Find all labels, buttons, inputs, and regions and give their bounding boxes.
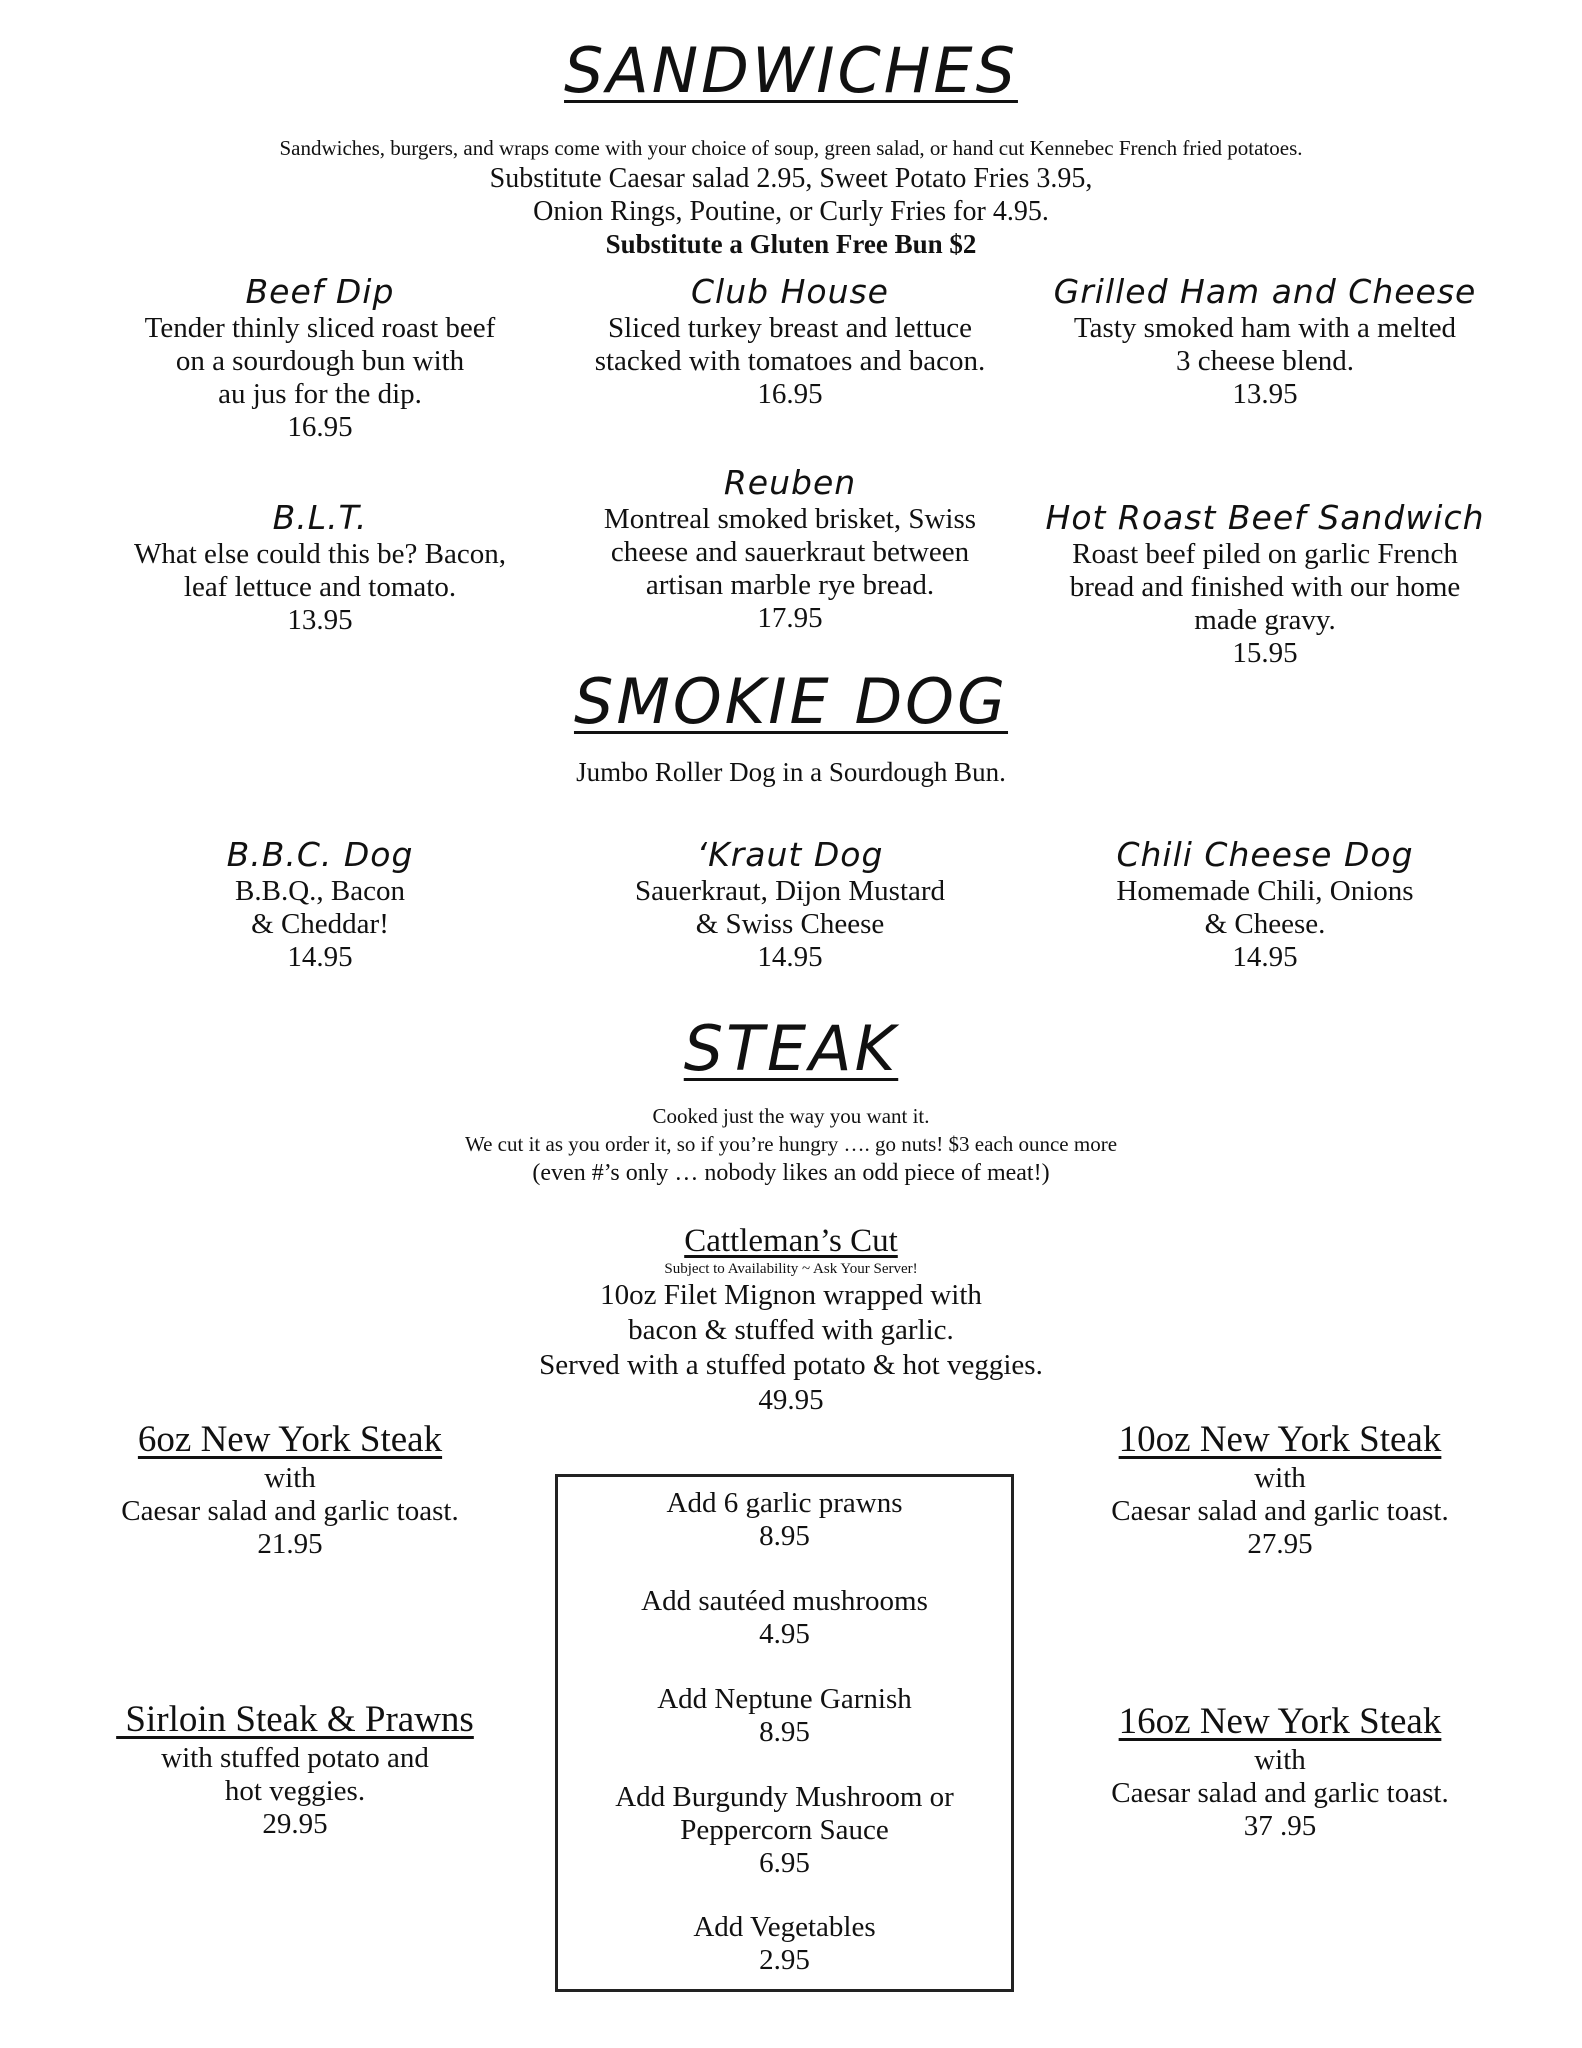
item-desc-line: What else could this be? Bacon,	[133, 538, 507, 570]
item-desc-line: 10oz Filet Mignon wrapped with	[600, 1279, 982, 1311]
item-desc-line: Sliced turkey breast and lettuce	[608, 312, 972, 344]
item-name: 16oz New York Steak	[1118, 1701, 1442, 1742]
item-price: 13.95	[287, 604, 353, 636]
addon-label: Peppercorn Sauce	[680, 1814, 889, 1846]
menu-item-kraut-dog	[560, 835, 1020, 974]
addon-label: Add Vegetables	[693, 1911, 876, 1943]
item-name: Beef Dip	[245, 272, 395, 311]
item-desc-line: & Cheddar!	[251, 908, 389, 940]
addon-neptune-garnish	[558, 1683, 1011, 1749]
item-name: Club House	[691, 272, 889, 311]
item-desc-line: stacked with tomatoes and bacon.	[594, 345, 986, 377]
addon-sauce	[558, 1781, 1011, 1880]
addon-price: 2.95	[759, 1944, 810, 1976]
item-desc-line: Sauerkraut, Dijon Mustard	[634, 875, 946, 907]
addon-label: Add 6 garlic prawns	[666, 1487, 903, 1519]
item-price: 16.95	[287, 411, 353, 443]
item-price: 14.95	[1232, 941, 1298, 973]
addon-garlic-prawns	[558, 1487, 1011, 1553]
steak-intro-line1: Cooked just the way you want it.	[652, 1104, 930, 1128]
addon-sauteed-mushrooms	[558, 1585, 1011, 1651]
item-desc-line: with	[264, 1462, 316, 1494]
menu-item-club-house	[560, 272, 1020, 411]
addon-label: Add Neptune Garnish	[657, 1683, 912, 1715]
item-name: Grilled Ham and Cheese	[1053, 272, 1477, 311]
item-desc-line: with stuffed potato and	[161, 1742, 429, 1774]
item-desc-line: with	[1254, 1744, 1306, 1776]
item-desc-line: cheese and sauerkraut between	[610, 536, 970, 568]
addon-label: Add Burgundy Mushroom or	[615, 1781, 954, 1813]
item-desc-line: & Swiss Cheese	[695, 908, 885, 940]
item-price: 16.95	[757, 378, 823, 410]
addons-box	[555, 1474, 1014, 1992]
item-desc-line: leaf lettuce and tomato.	[183, 571, 457, 603]
item-desc-line: Served with a stuffed potato & hot veggies.	[539, 1349, 1043, 1381]
item-desc-line: bread and finished with our home	[1069, 571, 1461, 603]
item-price: 27.95	[1247, 1528, 1313, 1560]
item-desc-line: Tender thinly sliced roast beef	[144, 312, 496, 344]
item-name: B.B.C. Dog	[226, 835, 414, 874]
smokie-dog-title: SMOKIE DOG	[573, 665, 1009, 738]
item-desc-line: on a sourdough bun with	[175, 345, 465, 377]
item-name: Reuben	[723, 463, 857, 502]
item-desc-line: with	[1254, 1462, 1306, 1494]
item-price: 29.95	[262, 1808, 328, 1840]
item-desc-line: artisan marble rye bread.	[645, 569, 935, 601]
menu-item-reuben	[560, 463, 1020, 635]
sandwiches-intro-line1: Sandwiches, burgers, and wraps come with your choice of soup, green salad, or hand cut Kennebec French fried potatoes.	[279, 136, 1303, 160]
sandwiches-intro-line2: Substitute Caesar salad 2.95, Sweet Potato Fries 3.95,	[489, 163, 1093, 194]
item-price: 21.95	[257, 1528, 323, 1560]
item-name: Hot Roast Beef Sandwich	[1045, 498, 1485, 537]
addon-vegetables	[558, 1911, 1011, 1977]
menu-item-10oz-new-york	[1040, 1418, 1520, 1561]
sandwiches-intro-line4: Substitute a Gluten Free Bun $2	[605, 229, 977, 259]
item-desc-line: Caesar salad and garlic toast.	[1111, 1777, 1449, 1809]
sandwiches-intro-line3: Onion Rings, Poutine, or Curly Fries for 4.95.	[533, 196, 1049, 227]
item-desc-line: Roast beef piled on garlic French	[1072, 538, 1458, 570]
menu-item-bbc-dog	[90, 835, 550, 974]
item-name: 6oz New York Steak	[137, 1419, 443, 1460]
menu-item-chili-cheese-dog	[1030, 835, 1500, 974]
item-price: 17.95	[757, 602, 823, 634]
item-desc-line: Caesar salad and garlic toast.	[1111, 1495, 1449, 1527]
item-desc-line: Tasty smoked ham with a melted	[1073, 312, 1457, 344]
item-price: 14.95	[287, 941, 353, 973]
item-name: Cattleman’s Cut	[684, 1223, 898, 1259]
menu-item-beef-dip	[90, 272, 550, 444]
item-price: 49.95	[758, 1384, 824, 1416]
item-name: Chili Cheese Dog	[1116, 835, 1414, 874]
menu-item-16oz-new-york	[1040, 1700, 1520, 1843]
menu-item-hot-roast-beef	[1030, 498, 1500, 670]
item-name: B.L.T.	[272, 498, 368, 537]
item-desc-line: B.B.Q., Bacon	[235, 875, 405, 907]
menu-item-blt	[90, 498, 550, 637]
item-desc-line: hot veggies.	[224, 1775, 366, 1807]
menu-item-6oz-new-york	[60, 1418, 520, 1561]
item-desc-line: Caesar salad and garlic toast.	[121, 1495, 459, 1527]
menu-item-grilled-ham-cheese	[1030, 272, 1500, 411]
steak-title: STEAK	[683, 1012, 899, 1085]
item-name: ‘Kraut Dog	[696, 835, 884, 874]
item-desc-line: Homemade Chili, Onions	[1116, 875, 1414, 907]
steak-intro-line3: (even #’s only … nobody likes an odd piece of meat!)	[532, 1160, 1050, 1186]
sandwiches-title: SANDWICHES	[564, 34, 1018, 107]
item-name: Sirloin Steak & Prawns	[116, 1699, 474, 1740]
item-price: 14.95	[757, 941, 823, 973]
addon-price: 4.95	[759, 1618, 810, 1650]
menu-item-sirloin-prawns	[60, 1698, 530, 1841]
item-desc-line: made gravy.	[1194, 604, 1336, 636]
addon-price: 6.95	[759, 1847, 810, 1879]
smokie-dog-intro: Jumbo Roller Dog in a Sourdough Bun.	[576, 757, 1006, 787]
item-price: 15.95	[1232, 637, 1298, 669]
item-desc-line: bacon & stuffed with garlic.	[628, 1314, 954, 1346]
item-desc-line: & Cheese.	[1204, 908, 1326, 940]
addon-price: 8.95	[759, 1520, 810, 1552]
item-price: 13.95	[1232, 378, 1298, 410]
item-desc-line: Montreal smoked brisket, Swiss	[603, 503, 977, 535]
item-note: Subject to Availability ~ Ask Your Server!	[664, 1261, 918, 1277]
addon-label: Add sautéed mushrooms	[641, 1585, 928, 1617]
item-name: 10oz New York Steak	[1118, 1419, 1442, 1460]
menu-item-cattlemans-cut	[391, 1222, 1191, 1418]
steak-intro-line2: We cut it as you order it, so if you’re hungry …. go nuts! $3 each ounce more	[464, 1132, 1118, 1156]
item-desc-line: 3 cheese blend.	[1176, 345, 1354, 377]
item-desc-line: au jus for the dip.	[218, 378, 422, 410]
addon-price: 8.95	[759, 1716, 810, 1748]
item-price: 37 .95	[1243, 1810, 1317, 1842]
